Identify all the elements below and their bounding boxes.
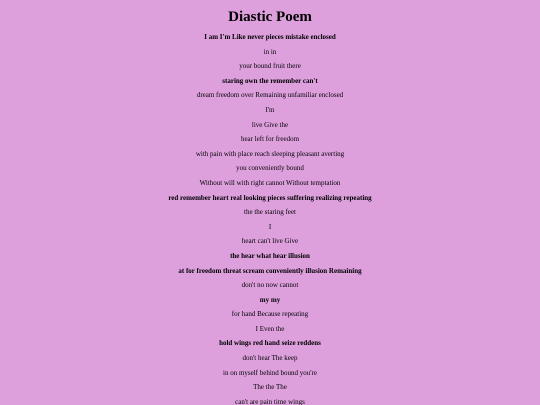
poem-line: heart can't live Give (241, 237, 299, 246)
poem-line: my my (259, 295, 281, 304)
poem-line: in on myself behind bound you're (223, 368, 317, 377)
poem-line: in in (263, 47, 277, 56)
poem-line: the hear what hear illusion (230, 251, 310, 260)
poem-line: hold wings red hand seize reddens (219, 339, 321, 348)
poem-line: your bound fruit there (239, 62, 301, 71)
poem-line: you conveniently bound (236, 164, 304, 173)
poem-line: red remember heart real looking pieces suffering realizing repeating (168, 193, 372, 202)
poem-line: hear left for freedom (240, 135, 300, 144)
poem-line: for hand Because repeating (231, 310, 309, 319)
poem-line: I (268, 222, 272, 231)
poem-line: with pain with place reach sleeping pleasant averting (195, 149, 345, 158)
poem-line: I am I'm Like never pieces mistake enclosed (204, 33, 336, 41)
poem-line: at for freedom threat scream conveniently illusion Remaining (178, 266, 362, 275)
poem-line: staring own the remember can't (222, 76, 318, 85)
poem-lines (0, 30, 540, 405)
poem-line: The the The (253, 383, 287, 392)
poem-line: can't are pain time wings (235, 397, 305, 405)
poem-line: don't no now cannot (241, 281, 299, 290)
poem-line: don't hear The keep (242, 354, 298, 363)
poem-line: I Even the (255, 324, 285, 333)
poem-line: dream freedom over Remaining unfamiliar enclosed (196, 91, 344, 100)
poem-title: Diastic Poem (228, 9, 312, 25)
poem-line: Without will with right cannot Without temptation (199, 178, 341, 187)
poem-line: the the staring feet (244, 208, 296, 217)
poem-line: I'm (265, 105, 275, 114)
poem-line: live Give the (251, 120, 289, 129)
